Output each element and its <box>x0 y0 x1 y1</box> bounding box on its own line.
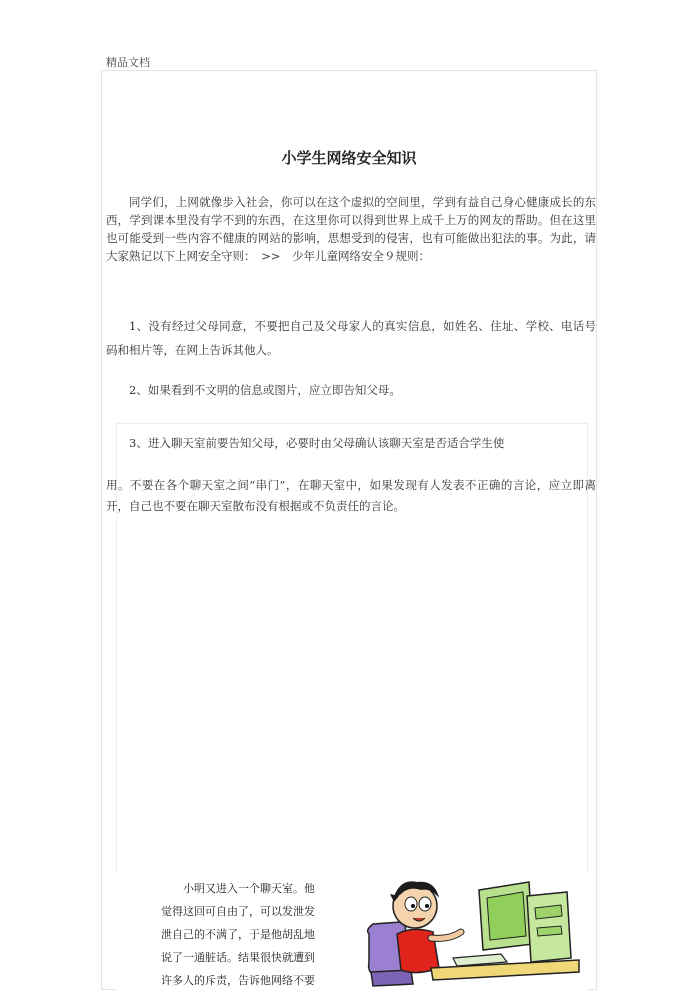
rule-1: 1、没有经过父母同意，不要把自己及父母家人的真实信息，如姓名、住址、学校、电话号码和相片等，在网上告诉其他人。 <box>106 319 596 357</box>
rule-3-line-2: 用。不要在各个聊天室之间“串门”，在聊天室中，如果发现有人发表不正确的言论，应立即离开，自己也不要在聊天室散布没有根据或不负责任的言论。 <box>106 478 596 513</box>
page-title: 小学生网络安全知识 <box>281 149 417 167</box>
intro-paragraph: 同学们，上网就像步入社会，你可以在这个虚拟的空间里，学到有益自己身心健康成长的东西，学到课本里没有学不到的东西，在这里你可以得到世界上成千上万的网友的帮助。但在这里也可能受到一些内容不健康的网站的影响，思想受到的侵害，也有可能做出犯法的事。为此，请大家熟记以下上网安全守则： >> 少年儿童网络安全９规则： <box>106 195 596 263</box>
comic-line: 觉得这回可自由了，可以发泄发 <box>161 905 315 918</box>
comic-panel <box>116 872 588 991</box>
boy-at-computer-illustration <box>361 872 581 991</box>
comic-caption <box>161 877 353 992</box>
comic-line: 泄自己的不满了，于是他胡乱地 <box>161 928 315 941</box>
header-label: 精品文档 <box>106 56 150 69</box>
comic-line: 许多人的斥责，告诉他网络不要 <box>161 974 315 987</box>
rule-3-line-1: 3、进入聊天室前要告知父母，必要时由父母确认该聊天室是否适合学生使 <box>129 436 505 450</box>
comic-line: 小明又进入一个聊天室。他 <box>183 882 315 895</box>
comic-line: 说了一通脏话。结果很快就遭到 <box>161 951 315 964</box>
rule-2: 2、如果看到不文明的信息或图片，应立即告知父母。 <box>129 383 401 397</box>
